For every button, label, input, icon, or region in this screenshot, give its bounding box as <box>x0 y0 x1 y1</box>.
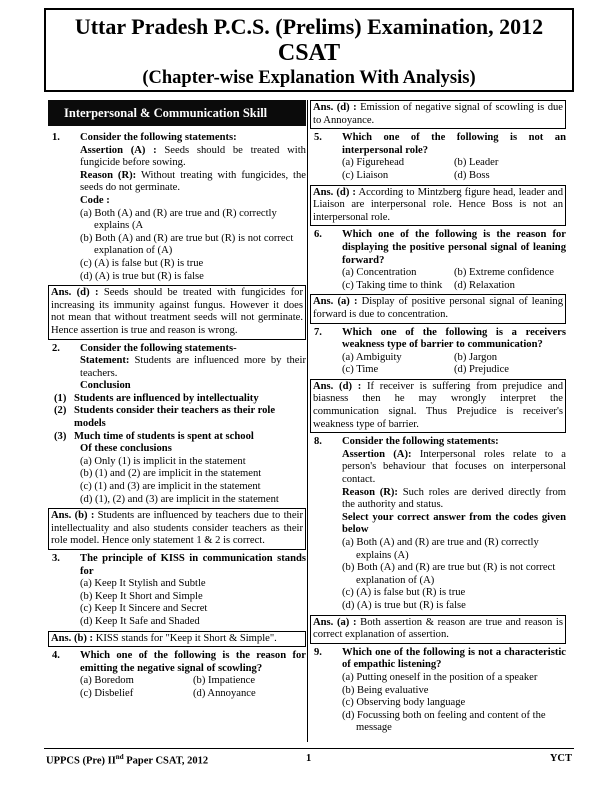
question-7 <box>310 327 566 377</box>
option-b: (b) Both (A) and (R) are true but (R) is not correct explanation of (A) <box>342 562 556 586</box>
option-c: (c) Liaison <box>342 169 389 181</box>
page-number: 1 <box>306 753 312 764</box>
option-d: (d) Relaxation <box>454 279 515 291</box>
question-4 <box>48 650 306 700</box>
question-text: Which one of the following is the reason for emitting the negative signal of scowling? <box>80 650 306 674</box>
assertion: Assertion (A) : Seeds should be treated with fungicide before sowing. <box>80 144 306 169</box>
option-b: (b) Being evaluative <box>342 684 429 696</box>
answer-box: Ans. (a) : Both assertion & reason are true and reason is correct explanation of assertion. <box>310 615 566 644</box>
question-number: 5. <box>314 132 322 144</box>
question-2 <box>48 343 306 393</box>
footer-paper-label: UPPCS (Pre) IInd Paper CSAT, 2012 <box>46 753 209 767</box>
option-a: (a) Both (A) and (R) are true and (R) correctly explains (A <box>80 207 277 232</box>
answer-box: Ans. (a) : Display of positive personal signal of leaning forward is due to concentration. <box>310 294 566 323</box>
answer-box: Ans. (d) : According to Mintzberg figure head, leader and Liaison are interpersonal role. Hence Boss is not an interpersonal role. <box>310 185 566 227</box>
option-b: (b) Keep It Short and Simple <box>80 590 203 602</box>
statement: Statement: Students are influenced more by their teachers. <box>80 355 306 379</box>
option-b: (b) Extreme confidence <box>454 267 554 279</box>
conclusion-3: (3) Much time of students is spent at school <box>54 430 254 442</box>
option-a: (a) Putting oneself in the position of a speaker <box>342 671 538 683</box>
question-number: 1. <box>52 132 60 143</box>
option-d: (d) Boss <box>454 169 490 181</box>
question-9 <box>310 647 566 735</box>
option-b: (b) Both (A) and (R) are true but (R) is not correct explanation of (A) <box>80 232 294 257</box>
right-column <box>310 100 566 735</box>
option-c: (c) Observing body language <box>342 697 466 709</box>
question-5 <box>310 132 566 182</box>
question-2-options <box>48 443 306 506</box>
option-d: (d) Prejudice <box>454 364 510 376</box>
answer-box: Ans. (b) : KISS stands for "Keep it Short & Simple". <box>48 631 306 648</box>
option-c: (c) (A) is false but (R) is true <box>80 257 204 269</box>
conclusion-1: (1) Students are influenced by intellectuality <box>54 392 259 404</box>
option-d: (d) (A) is true but (R) is false <box>342 599 466 611</box>
assertion: Assertion (A): Interpersonal roles relate to a person's behaviour that focuses on interpersonal contact. <box>342 448 567 486</box>
question-text: The principle of KISS in communication stands for <box>80 553 306 577</box>
question-1 <box>48 132 306 283</box>
reason: Reason (R): Such roles are derived directly from the authority and status. <box>342 486 566 511</box>
option-a: (a) Figurehead <box>342 157 405 169</box>
question-text: Which one of the following is a receivers weakness type of barrier to communication? <box>342 326 566 351</box>
answer-box: Ans. (b) : Students are influenced by teachers due to their intellectuality and also students consider teachers as their role model. Hence only statement 1 & 2 is correct. <box>48 508 306 550</box>
option-c: (c) (1) and (3) are implicit in the statement <box>80 481 261 493</box>
options-grid <box>342 352 566 377</box>
answer-box: Ans. (d) : Seeds should be treated with fungicides for increasing its immunity against fungus. However it does not mean that without treatment seeds will not germinate. Hence assertion is true and reason is wrong. <box>48 285 306 339</box>
option-b: (b) (1) and (2) are implicit in the statement <box>80 468 262 480</box>
conclusion-label: Conclusion <box>80 380 131 392</box>
question-text: Consider the following statements: <box>80 132 237 143</box>
option-d: (d) Focussing both on feeling and content of the message <box>342 709 546 734</box>
question-number: 4. <box>52 650 60 662</box>
option-c: (c) Time <box>342 364 379 376</box>
option-a: (a) Boredom <box>80 675 134 687</box>
option-b: (b) Jargon <box>454 351 498 363</box>
reason: Reason (R): Without treating with fungicides, the seeds do not germinate. <box>80 169 307 194</box>
conclusion-2: (2) Students consider their teachers as their role models <box>54 405 276 430</box>
question-text: Which one of the following is not an interpersonal role? <box>342 132 566 156</box>
question-text: Which one of the following is the reason for displaying the positive personal signal of leaning forward? <box>342 229 566 266</box>
option-c: (c) (A) is false but (R) is true <box>342 587 466 599</box>
question-text: Consider the following statements: <box>342 436 499 448</box>
subtitle: (Chapter-wise Explanation With Analysis) <box>142 68 476 88</box>
select-instruction: Select your correct answer from the codes given below <box>342 511 566 536</box>
question-number: 6. <box>314 229 322 241</box>
option-d: (d) (1), (2) and (3) are implicit in the statement <box>80 493 279 505</box>
option-b: (b) Leader <box>454 157 499 169</box>
option-a: (a) Both (A) and (R) are true and (R) correctly explains (A) <box>342 537 539 561</box>
option-a: (a) Only (1) is implicit in the statement <box>80 455 246 467</box>
question-number: 2. <box>52 342 60 354</box>
title-box <box>44 8 574 92</box>
question-number: 3. <box>52 553 60 564</box>
exam-title: Uttar Pradesh P.C.S. (Prelims) Examination, 2012 <box>74 14 544 39</box>
option-c: (c) Keep It Sincere and Secret <box>80 603 208 615</box>
answer-box: Ans. (d) : If receiver is suffering from prejudice and biasness then he may wrongly interpret the communication signal. Thus Prejudice is receiver's weakness type of barrier. <box>310 379 566 433</box>
publisher-label: YCT <box>549 753 572 764</box>
question-text: Consider the following statements- <box>80 342 237 354</box>
option-c: (c) Taking time to think <box>342 279 443 291</box>
column-divider <box>307 100 308 742</box>
of-these-label: Of these conclusions <box>80 443 172 455</box>
option-b: (b) Impatience <box>193 675 256 687</box>
option-a: (a) Concentration <box>342 267 417 279</box>
question-3 <box>48 553 306 629</box>
option-d: (d) Annoyance <box>193 687 256 699</box>
question-8 <box>310 436 566 612</box>
option-a: (a) Keep It Stylish and Subtle <box>80 578 206 590</box>
options-grid <box>342 157 566 182</box>
page-footer <box>44 748 574 767</box>
answer-box: Ans. (d) : Emission of negative signal of scowling is due to Annoyance. <box>310 100 566 129</box>
question-number: 7. <box>314 326 322 338</box>
question-number: 8. <box>314 436 322 448</box>
options-grid <box>342 267 566 292</box>
option-c: (c) Disbelief <box>80 687 134 699</box>
options-grid <box>80 675 306 700</box>
paper-title: CSAT <box>277 40 341 66</box>
option-d: (d) (A) is true but (R) is false <box>80 270 204 282</box>
question-text: Which one of the following is not a characteristic of empathic listening? <box>342 646 566 671</box>
question-number: 9. <box>314 646 322 658</box>
left-column <box>48 100 306 701</box>
code-label: Code : <box>80 194 110 206</box>
option-d: (d) Keep It Safe and Shaded <box>80 615 200 627</box>
section-heading: Interpersonal & Communication Skill <box>48 100 306 126</box>
question-6 <box>310 229 566 292</box>
option-a: (a) Ambiguity <box>342 351 402 363</box>
